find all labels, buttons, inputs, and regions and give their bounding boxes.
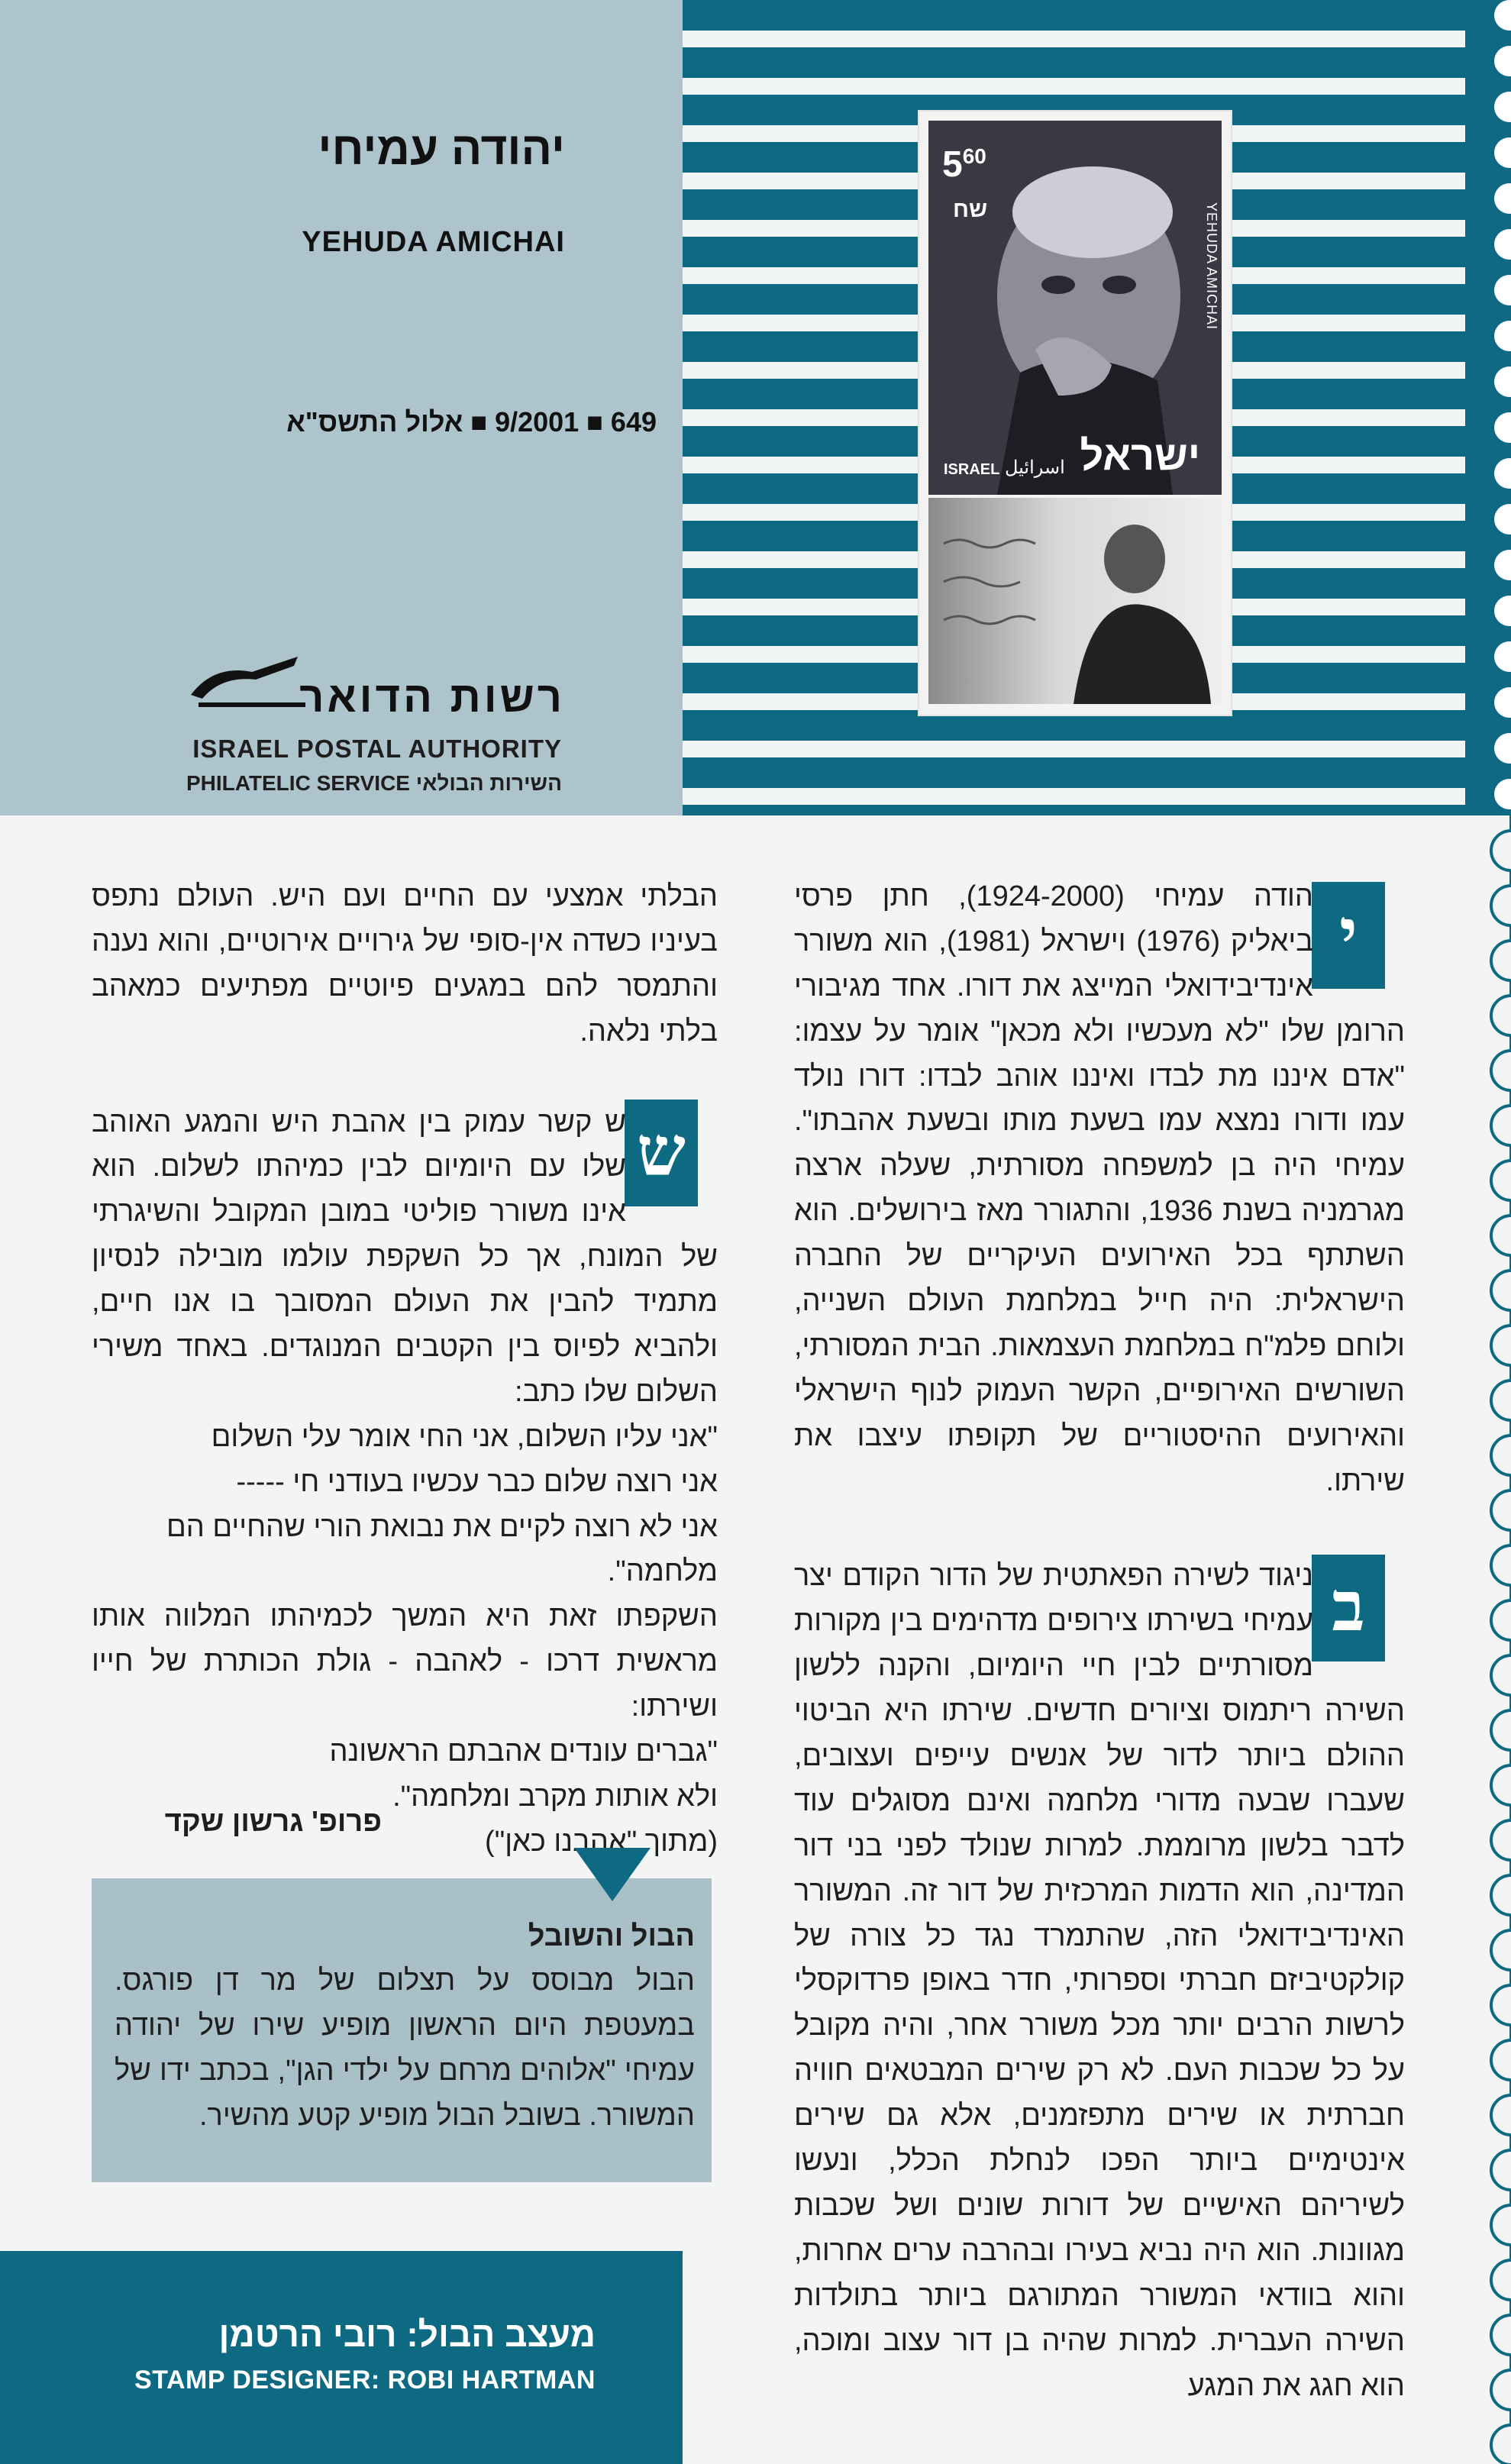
- perforation-edge-top: [1465, 0, 1511, 815]
- article-paragraph-3: הבלתי אמצעי עם החיים ועם היש. העולם נתפס בעיניו כשדה אין-סופי של גירויים אירוטיים, והוא נענה והתמסר להם במגעים פיוטיים מפתיעים כמאהב בלתי נלאה.: [92, 880, 718, 1048]
- logo-name-hebrew: רשות הדואר: [299, 673, 565, 721]
- article-paragraph-4: ש קשר עמוק בין אהבת היש והמגע האוהב שלו עם היומיום לבין כמיהתו לשלום. הוא אינו משורר פוליטי במובן המקובל והשיגרתי של המונח, אך כל השקפת עולמו מובילה לנסיון מתמיד להבין את העולם המסובך בו אנו חיים, ולהביא לפיוס בין הקטבים המנוגדים. באחד משירי השלום שלו כתב:: [92, 1100, 718, 1415]
- stamp-country-hebrew: ישראל: [1080, 433, 1200, 479]
- article-left-column: [92, 874, 718, 1865]
- stamp-side-name: YEHUDA AMICHAI: [1203, 202, 1219, 331]
- poem-line: "אני עליו השלום, אני החי אומר עלי השלום: [211, 1420, 718, 1453]
- handwriting-photo-icon: [928, 498, 1222, 704]
- stamp-value: $5^{60}$: [942, 144, 986, 185]
- stamp-info-title: הבול והשובל: [528, 1920, 695, 1952]
- issue-line: 649 ■ 9/2001 ■ אלול התשס"א: [286, 406, 657, 438]
- article-paragraph-5: השקפתו זאת היא המשך לכמיהתו המלווה אותו מראשית דרכו - לאהבה - גולת הכותרת של חייו ושירתו:: [92, 1600, 718, 1723]
- dropcap-spacer: [626, 1100, 718, 1207]
- poem-line: אני לא רוצה לקיים את נבואת הורי שהחיים הם מלחמה".: [166, 1510, 718, 1588]
- article-paragraph-1: הודה עמיחי (1924-2000), חתן פרסי ביאליק (1976) וישראל (1981), הוא משורר אינדיבידואלי המייצג את דורו. אחד מגיבורי הרומן שלו "לא מעכשיו ולא מכאן" אומר על עצמו: "אדם איננו מת לבדו ואיננו אוהב לבדו: דורו נולד עמו ודורו נמצא עמו בשעת מותו ובשעת אהבתו". עמיחי היה בן למשפחה מסורתית, שעלה ארצה מגרמניה בשנת 1936, והתגורר מאז בירושלים. הוא השתתף בכל האירועים העיקריים של החברה הישראלית: היה חייל במלחמת העולם השנייה, ולוחם פלמ"ח במלחמת העצמאות. הבית המסורתי, השורשים האירופיים, הקשר העמוק לנוף הישראלי והאירועים ההיסטוריים של תקופתו עיצבו את שירתו.: [794, 874, 1405, 1503]
- author-signature: פרופ' גרשון שקד: [164, 1806, 382, 1838]
- designer-credit-hebrew: מעצב הבול: רובי הרטמן: [218, 2314, 596, 2354]
- paragraph-gap: [92, 1054, 718, 1100]
- page-title-english: YEHUDA AMICHAI: [302, 226, 565, 258]
- stamp-info-text: הבול מבוסס על תצלום של מר דן פורגס. במעטפת היום הראשון מופיע שירו של יהודה עמיחי "אלוהים מרחם על ילדי הגן", בכתב ידו של המשורר. בשובל הבול מופיע קטע מהשיר.: [115, 1965, 695, 2132]
- article-right-column: [794, 874, 1405, 2408]
- dropcap-bet: ב: [1312, 1555, 1385, 1662]
- dropcap-shin: ש: [625, 1100, 698, 1206]
- poem-source: (מתוך "אהבנו כאן"): [485, 1825, 718, 1858]
- dropcap-spacer: [1313, 1554, 1405, 1661]
- perforation-edge-body: [1450, 815, 1511, 2464]
- dropcap-spacer: [1313, 874, 1405, 981]
- designer-credit-english: STAMP DESIGNER: ROBI HARTMAN: [134, 2366, 596, 2395]
- stamp-country-english: ISRAEL: [944, 461, 1000, 478]
- stamp-tab-handwriting: [928, 498, 1222, 704]
- stamp-currency: שח: [953, 197, 988, 222]
- dropcap-yod: י: [1312, 882, 1385, 989]
- article-paragraph-2: ניגוד לשירה הפאתטית של הדור הקודם יצר עמיחי בשירתו צירופים מדהימים בין מקורות מסורתיים לבין חיי היומיום, והקנה ללשון השירה ריתמוס וציורים חדשים. שירתו היא הביטוי ההולם ביותר לדור של אנשים עייפים ועצובים, שעברו שבעה מדורי מלחמה ואינם מסוגלים עוד לדבר בלשון מרוממת. למרות שנולד לפני בני דור המדינה, הוא הדמות המרכזית של דור זה. המשורר האינדיבידואלי הזה, שהתמרד נגד כל צורה של קולקטיביזם חברתי וספרותי, חדר באופן פרדוקסלי לרשות הרבים יותר מכל משורר אחר, והיה מקובל על כל שכבות העם. לא רק שירים המבטאים חוויה חברתית או שירים מתפזמנים, אלא גם שירים אינטימיים ביותר הפכו לנחלת הכלל, ונעשו לשיריהם האישיים של דורות שונים ושל שכבות מגוונות. הוא היה נביא בעירו ובהרבה ערים אחרות, והוא בוודאי המשורר המתורגם ביותר בתולדות השירה העברית. למרות שהיה בן דור עצוב ומוכה, הוא חגג את המגע: [794, 1554, 1405, 2408]
- logo-name-english: ISRAEL POSTAL AUTHORITY: [192, 735, 562, 763]
- poem-line: ולא אותות מקרב ומלחמה".: [392, 1780, 718, 1813]
- page-title-hebrew: יהודה עמיחי: [318, 123, 565, 174]
- designer-footer: [0, 2251, 683, 2464]
- philatelic-service-line: PHILATELIC SERVICE השירות הבולאי: [186, 771, 562, 795]
- stamp-portrait: [928, 121, 1222, 495]
- poem-line: "גברים עונדים אהבתם הראשונה: [329, 1736, 718, 1768]
- stamp-country-arabic: اسرائيل: [1005, 457, 1065, 478]
- box-pointer-icon: [574, 1848, 651, 1901]
- paragraph-gap: [794, 1503, 1405, 1554]
- stamp-image: [919, 111, 1231, 715]
- poem-line: אני רוצה שלום כבר עכשיו בעודני חי -----: [236, 1465, 718, 1498]
